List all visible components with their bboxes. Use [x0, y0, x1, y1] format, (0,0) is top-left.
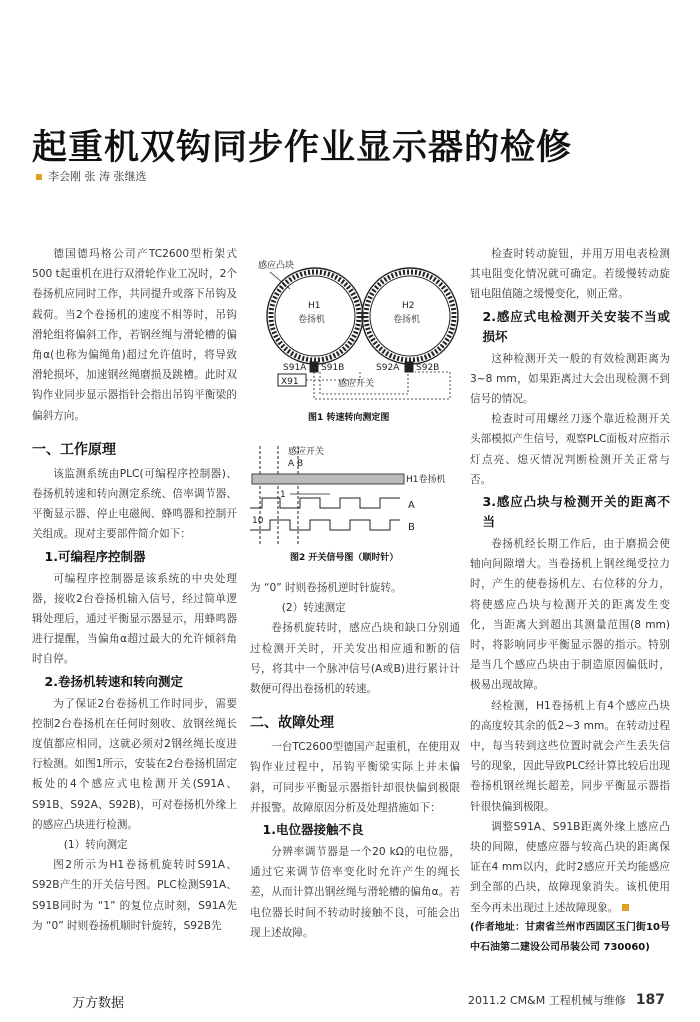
- paragraph: 经检测，H1卷扬机上有4个感应凸块的高度较其余的低2~3 mm。在转动过程中，每当转到这些位置时就会产生丢失信号的现象，因此导致PLC经计算比较后出现卷扬机钢丝绳长超差，同步平衡显示器指针很快偏到极限。: [470, 699, 670, 813]
- authors: [36, 168, 147, 184]
- fig1-caption: 图1 转速转向测定图: [308, 413, 390, 423]
- square-bullet-icon: [36, 174, 42, 180]
- fig2-caption: 图2 开关信号图（顺时针）: [290, 553, 399, 563]
- figure-2: [250, 438, 460, 568]
- fig2-h1-label: H1卷扬机: [406, 475, 446, 485]
- column-2: [250, 578, 460, 943]
- paragraph: 卷扬机旋转时，感应凸块和缺口分别通过检测开关时，开关发出相应通和断的信号，将其中一个脉冲信号(A或B)进行累计计数便可得出卷扬机的转速。: [250, 622, 460, 696]
- fig1-s92b: S92B: [416, 363, 440, 373]
- paragraph: 一台TC2600型德国产起重机，在使用双钩作业过程中，吊钩平衡梁实际上并未偏斜，可同步平衡显示器指针却很快偏到极限并报警。故障原因分析及处理措施如下：: [250, 741, 460, 814]
- page-number: 187: [635, 992, 665, 1008]
- fig1-h1: H1: [308, 301, 321, 311]
- article-title: 起重机双钩同步作业显示器的检修: [32, 127, 573, 168]
- section-heading-principle: 一、工作原理: [32, 441, 116, 458]
- fig1-s91a: S91A: [283, 363, 307, 373]
- fig2-one: 1: [280, 490, 286, 500]
- fig1-h1-name: 卷扬机: [298, 315, 326, 325]
- paragraph: 卷扬机经长期工作后，由于磨损会使轴向间隙增大。当卷扬机上钢丝绳受拉力时，产生的使卷扬机左、右位移的分力，将使感应凸块与检测开关的距离发生变化，当距离大到超出其测量范围(8 mm)时，将影响同步平衡显示器的指示。特别是当几个感应凸块由于制造原因偏低时，极易出现故障。: [470, 538, 670, 692]
- paragraph: 图2所示为H1卷扬机旋转时S91A、S92B产生的开关信号图。PLC检测S91A、S91B同时为 “1” 的复位点时刻，S91A先为 “0” 时则卷扬机顺时针旋转，S92B先: [32, 859, 237, 932]
- fig1-bump-label: 感应凸块: [258, 261, 295, 271]
- fig2-a: A: [408, 500, 415, 511]
- journal-name: 2011.2 CM&M 工程机械与维修: [468, 994, 626, 1007]
- column-3: [470, 244, 670, 958]
- paragraph: 这种检测开关一般的有效检测距离为3~8 mm，如果距离过大会出现检测不到信号的情况。: [470, 352, 670, 406]
- paragraph: 检查时可用螺丝刀逐个靠近检测开关头部模拟产生信号，观察PLC面板对应指示灯点亮、熄灭情况判断检测开关正常与否。: [470, 413, 670, 486]
- subheading-plc: 1.可编程序控制器: [44, 548, 146, 564]
- paragraph: 为 “0” 时则卷扬机逆时针旋转。: [250, 582, 402, 594]
- subheading-speed: 2.卷扬机转速和转向测定: [44, 673, 183, 689]
- subheading-speed-measure: (2）转速测定: [281, 602, 346, 615]
- subheading-bump-distance: 3.感应凸块与检测开关的距离不当: [482, 494, 670, 530]
- section-heading-fault: 二、故障处理: [250, 715, 334, 732]
- paragraph: 为了保证2台卷扬机工作时同步，需要控制2台卷扬机在任何时刻收、放钢丝绳长度值都应相同，这就必须对2钢丝绳长度进行检测。如图1所示，安装在2台卷扬机固定板处的4个感应式电检测开关(S91A、S91B、S92A、S92B)，可对卷扬机外缘上的感应凸块进行检测。: [32, 697, 237, 831]
- fig1-h2: H2: [402, 301, 415, 311]
- figure-1: [250, 254, 460, 434]
- source-watermark: 万方数据: [72, 996, 125, 1011]
- authors-text: 李会刚 张 涛 张继选: [48, 170, 147, 183]
- subheading-potentiometer: 1.电位器接触不良: [262, 822, 364, 838]
- fig2-ab: A B: [288, 459, 304, 469]
- paragraph: 可编程序控制器是该系统的中央处理器，接收2台卷扬机输入信号，经过简单逻辑处理后，通过平衡显示器显示，用蜂鸣器进行提醒，当偏角α超过最大的允许倾斜角时自停。: [32, 572, 237, 666]
- subheading-switch-install: 2.感应式电检测开关安装不当或损坏: [482, 308, 670, 344]
- fig1-switch-label: 感应开关: [338, 379, 375, 389]
- final-text: 调整S91A、S91B距离外缘上感应凸块的间隙，使感应器与较高凸块的距离保证在4 mm以内，此时2感应开关均能感应到全部的凸块，故障现象消失。该机使用至今再未出现过上述故障现象。: [470, 820, 670, 914]
- author-address: (作者地址：甘肃省兰州市西固区玉门街10号中石油第二建设公司吊装公司 730060): [470, 921, 670, 954]
- intro-paragraph: 德国德玛格公司产TC2600型桁架式500 t起重机在进行双滑轮作业工况时，2个卷扬机应同时工作，共同提升或落下吊钩及载荷。当2个卷扬机的速度不相等时，吊钩滑轮组将偏斜工作，若钢丝绳与滑轮槽的偏角α(也称为偏绳角)超过允许值时，将导致滑轮损坏，加速钢丝绳磨损及跳槽。此时双钩作业同步显示器指针会指出吊钩平衡梁的偏斜方向。: [32, 248, 237, 422]
- journal-footer: [468, 992, 665, 1008]
- fig1-s91b: S91B: [321, 363, 345, 373]
- fig1-s92a: S92A: [376, 363, 400, 373]
- fig2-ten: 10: [252, 516, 264, 526]
- fig1-h2-name: 卷扬机: [393, 315, 421, 325]
- subheading-direction: (1）转向测定: [63, 839, 128, 852]
- end-mark-icon: [622, 904, 629, 911]
- fig1-x91: X91: [281, 377, 299, 387]
- paragraph: [470, 817, 670, 918]
- column-1: [32, 244, 237, 936]
- fig2-switch-label: 感应开关: [288, 447, 325, 457]
- fig2-b: B: [408, 522, 415, 533]
- paragraph: 检查时转动旋钮，并用万用电表检测其电阻变化情况就可确定。若缓慢转动旋钮电阻值随之缓慢变化，则正常。: [470, 248, 670, 301]
- paragraph: 分辨率调节器是一个20 kΩ的电位器，通过它来调节倍率变化时允许产生的绳长差，从而计算出钢丝绳与滑轮槽的偏角α。若电位器长时间不转动时接触不良，可能会出现上述故障。: [250, 846, 460, 939]
- paragraph: 该监测系统由PLC(可编程序控制器)、卷扬机转速和转向测定系统、倍率调节器、平衡显示器、停止电磁阀、蜂鸣器和控制开关组成。现对主要部件简介如下：: [32, 467, 237, 541]
